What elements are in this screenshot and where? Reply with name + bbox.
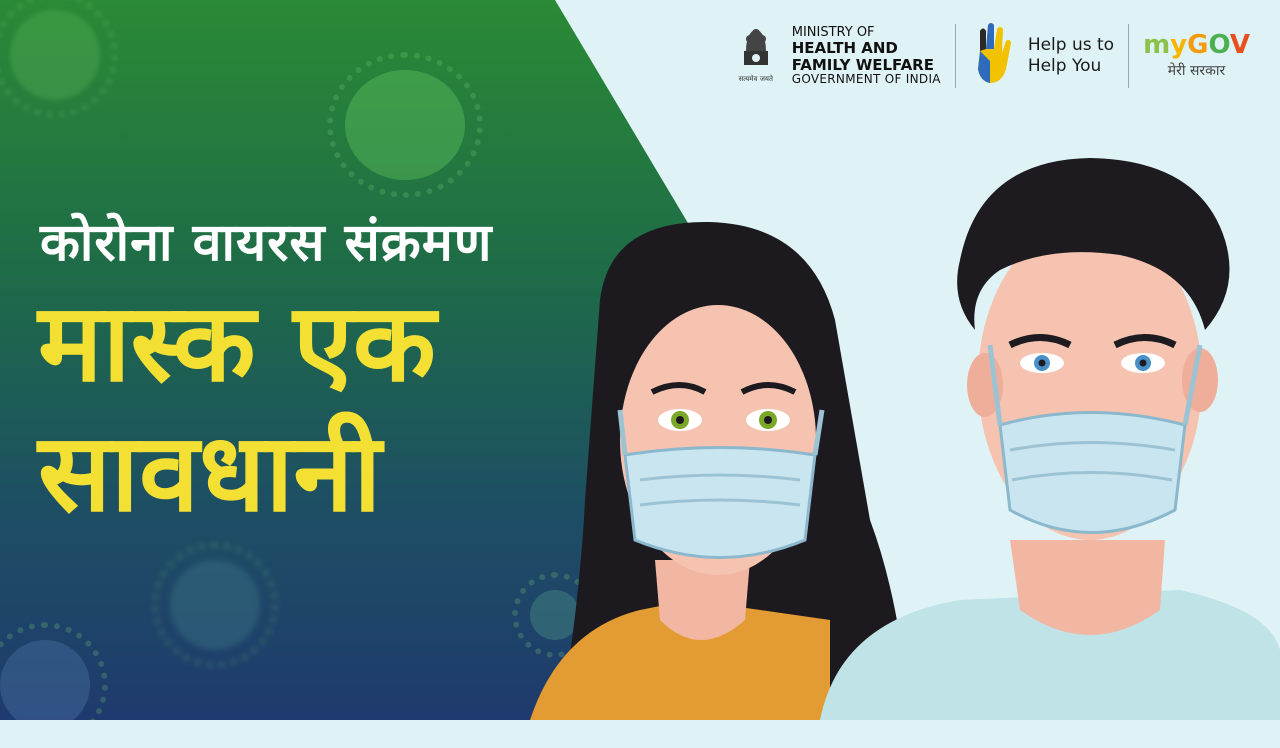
hand-icon <box>970 21 1016 91</box>
ministry-line1: MINISTRY OF <box>791 24 875 40</box>
help-line2: Help You <box>1027 56 1102 76</box>
divider <box>955 24 956 88</box>
help-us-campaign <box>970 21 1114 91</box>
emblem-motto: सत्यमेव जयते <box>738 75 773 83</box>
national-emblem <box>734 21 778 91</box>
woman-figure <box>530 222 910 720</box>
ministry-line2: HEALTH AND <box>791 39 898 58</box>
headline-title-line1: मास्क एक <box>38 281 436 406</box>
mygov-wordmark: myGOV <box>1143 30 1250 60</box>
ashoka-emblem-icon <box>738 21 774 73</box>
mygov-tagline: मेरी सरकार <box>1167 63 1226 79</box>
ministry-line4: GOVERNMENT OF INDIA <box>791 72 941 87</box>
divider <box>1128 24 1129 88</box>
ministry-line3: FAMILY WELFARE <box>791 55 934 74</box>
help-us-text <box>1028 35 1114 78</box>
help-line1: Help us to <box>1027 34 1115 55</box>
man-figure <box>820 158 1280 720</box>
mygov-logo <box>1143 32 1250 80</box>
headline-subtitle: कोरोना वायरस संक्रमण <box>40 213 493 273</box>
header-logos <box>734 18 1250 94</box>
ministry-title <box>792 26 941 86</box>
headline-title-line2: सावधानी <box>38 411 382 536</box>
